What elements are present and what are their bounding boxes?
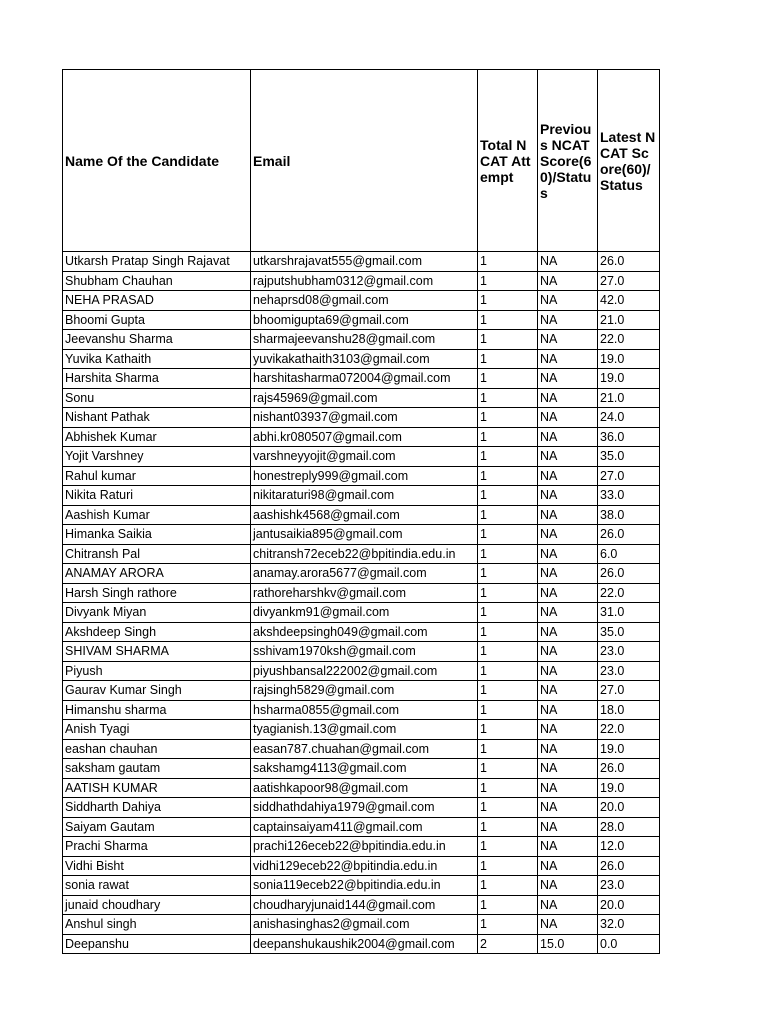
cell-email: bhoomigupta69@gmail.com — [251, 310, 478, 330]
cell-previous-score: NA — [538, 252, 598, 272]
cell-previous-score: NA — [538, 466, 598, 486]
cell-previous-score: NA — [538, 700, 598, 720]
cell-previous-score: NA — [538, 369, 598, 389]
cell-email: abhi.kr080507@gmail.com — [251, 427, 478, 447]
cell-latest-score: 26.0 — [598, 759, 660, 779]
cell-previous-score: NA — [538, 388, 598, 408]
cell-candidate-name: Yuvika Kathaith — [63, 349, 251, 369]
cell-latest-score: 6.0 — [598, 544, 660, 564]
cell-total-attempts: 1 — [478, 661, 538, 681]
cell-previous-score: NA — [538, 895, 598, 915]
cell-latest-score: 12.0 — [598, 837, 660, 857]
cell-latest-score: 26.0 — [598, 525, 660, 545]
cell-total-attempts: 1 — [478, 720, 538, 740]
cell-latest-score: 26.0 — [598, 856, 660, 876]
cell-previous-score: NA — [538, 642, 598, 662]
cell-previous-score: NA — [538, 427, 598, 447]
cell-email: akshdeepsingh049@gmail.com — [251, 622, 478, 642]
cell-email: piyushbansal222002@gmail.com — [251, 661, 478, 681]
table-row — [63, 720, 660, 740]
cell-candidate-name: ANAMAY ARORA — [63, 564, 251, 584]
cell-previous-score: NA — [538, 778, 598, 798]
cell-latest-score: 21.0 — [598, 310, 660, 330]
cell-candidate-name: Yojit Varshney — [63, 447, 251, 467]
cell-email: deepanshukaushik2004@gmail.com — [251, 934, 478, 954]
cell-previous-score: 15.0 — [538, 934, 598, 954]
cell-email: sakshamg4113@gmail.com — [251, 759, 478, 779]
cell-candidate-name: Himanka Saikia — [63, 525, 251, 545]
cell-latest-score: 23.0 — [598, 642, 660, 662]
cell-email: chitransh72eceb22@bpitindia.edu.in — [251, 544, 478, 564]
cell-latest-score: 26.0 — [598, 252, 660, 272]
cell-latest-score: 28.0 — [598, 817, 660, 837]
cell-email: nishant03937@gmail.com — [251, 408, 478, 428]
cell-candidate-name: NEHA PRASAD — [63, 291, 251, 311]
cell-candidate-name: Divyank Miyan — [63, 603, 251, 623]
cell-email: aashishk4568@gmail.com — [251, 505, 478, 525]
cell-candidate-name: eashan chauhan — [63, 739, 251, 759]
cell-latest-score: 22.0 — [598, 583, 660, 603]
cell-candidate-name: Siddharth Dahiya — [63, 798, 251, 818]
cell-candidate-name: Akshdeep Singh — [63, 622, 251, 642]
table-row — [63, 915, 660, 935]
cell-previous-score: NA — [538, 564, 598, 584]
cell-total-attempts: 1 — [478, 895, 538, 915]
cell-candidate-name: Deepanshu — [63, 934, 251, 954]
cell-previous-score: NA — [538, 876, 598, 896]
cell-previous-score: NA — [538, 271, 598, 291]
cell-candidate-name: Vidhi Bisht — [63, 856, 251, 876]
cell-total-attempts: 1 — [478, 876, 538, 896]
header-row — [63, 70, 660, 252]
cell-candidate-name: Sonu — [63, 388, 251, 408]
cell-previous-score: NA — [538, 661, 598, 681]
cell-latest-score: 35.0 — [598, 622, 660, 642]
cell-total-attempts: 1 — [478, 310, 538, 330]
table-row — [63, 798, 660, 818]
cell-total-attempts: 1 — [478, 583, 538, 603]
table-row — [63, 291, 660, 311]
cell-previous-score: NA — [538, 525, 598, 545]
cell-total-attempts: 1 — [478, 408, 538, 428]
cell-email: yuvikakathaith3103@gmail.com — [251, 349, 478, 369]
header-previous-score: Previous NCAT Score(60)/Status — [538, 70, 598, 252]
table-row — [63, 486, 660, 506]
cell-email: aatishkapoor98@gmail.com — [251, 778, 478, 798]
cell-total-attempts: 1 — [478, 817, 538, 837]
cell-latest-score: 32.0 — [598, 915, 660, 935]
cell-candidate-name: SHIVAM SHARMA — [63, 642, 251, 662]
cell-total-attempts: 1 — [478, 837, 538, 857]
cell-latest-score: 38.0 — [598, 505, 660, 525]
table-row — [63, 622, 660, 642]
table-row — [63, 544, 660, 564]
cell-email: hsharma0855@gmail.com — [251, 700, 478, 720]
cell-latest-score: 22.0 — [598, 330, 660, 350]
table-row — [63, 837, 660, 857]
cell-latest-score: 19.0 — [598, 778, 660, 798]
cell-latest-score: 20.0 — [598, 798, 660, 818]
cell-total-attempts: 2 — [478, 934, 538, 954]
table-row — [63, 271, 660, 291]
cell-total-attempts: 1 — [478, 642, 538, 662]
cell-latest-score: 31.0 — [598, 603, 660, 623]
table-row — [63, 447, 660, 467]
cell-latest-score: 19.0 — [598, 369, 660, 389]
table-row — [63, 310, 660, 330]
table-header — [63, 70, 660, 252]
cell-candidate-name: Jeevanshu Sharma — [63, 330, 251, 350]
cell-email: rajsingh5829@gmail.com — [251, 681, 478, 701]
table-row — [63, 330, 660, 350]
cell-latest-score: 36.0 — [598, 427, 660, 447]
cell-candidate-name: Harsh Singh rathore — [63, 583, 251, 603]
cell-total-attempts: 1 — [478, 681, 538, 701]
table-row — [63, 603, 660, 623]
table-row — [63, 388, 660, 408]
table-row — [63, 408, 660, 428]
cell-candidate-name: Anish Tyagi — [63, 720, 251, 740]
cell-candidate-name: Shubham Chauhan — [63, 271, 251, 291]
cell-latest-score: 23.0 — [598, 661, 660, 681]
cell-previous-score: NA — [538, 681, 598, 701]
cell-total-attempts: 1 — [478, 505, 538, 525]
cell-previous-score: NA — [538, 837, 598, 857]
cell-previous-score: NA — [538, 603, 598, 623]
cell-email: choudharyjunaid144@gmail.com — [251, 895, 478, 915]
cell-candidate-name: AATISH KUMAR — [63, 778, 251, 798]
cell-email: varshneyyojit@gmail.com — [251, 447, 478, 467]
cell-email: easan787.chuahan@gmail.com — [251, 739, 478, 759]
cell-total-attempts: 1 — [478, 330, 538, 350]
cell-candidate-name: Rahul kumar — [63, 466, 251, 486]
cell-total-attempts: 1 — [478, 525, 538, 545]
cell-candidate-name: Nikita Raturi — [63, 486, 251, 506]
table-row — [63, 661, 660, 681]
cell-email: honestreply999@gmail.com — [251, 466, 478, 486]
cell-email: rathoreharshkv@gmail.com — [251, 583, 478, 603]
table-row — [63, 642, 660, 662]
cell-total-attempts: 1 — [478, 856, 538, 876]
cell-email: nehaprsd08@gmail.com — [251, 291, 478, 311]
cell-candidate-name: Himanshu sharma — [63, 700, 251, 720]
table-body — [63, 252, 660, 954]
cell-candidate-name: sonia rawat — [63, 876, 251, 896]
cell-previous-score: NA — [538, 486, 598, 506]
cell-email: prachi126eceb22@bpitindia.edu.in — [251, 837, 478, 857]
cell-previous-score: NA — [538, 447, 598, 467]
cell-previous-score: NA — [538, 544, 598, 564]
cell-total-attempts: 1 — [478, 544, 538, 564]
cell-previous-score: NA — [538, 583, 598, 603]
cell-previous-score: NA — [538, 622, 598, 642]
cell-latest-score: 26.0 — [598, 564, 660, 584]
cell-previous-score: NA — [538, 349, 598, 369]
cell-email: sshivam1970ksh@gmail.com — [251, 642, 478, 662]
cell-previous-score: NA — [538, 856, 598, 876]
cell-total-attempts: 1 — [478, 427, 538, 447]
cell-email: tyagianish.13@gmail.com — [251, 720, 478, 740]
cell-email: sharmajeevanshu28@gmail.com — [251, 330, 478, 350]
cell-previous-score: NA — [538, 408, 598, 428]
candidate-score-table — [62, 69, 660, 954]
cell-total-attempts: 1 — [478, 798, 538, 818]
cell-total-attempts: 1 — [478, 252, 538, 272]
cell-email: vidhi129eceb22@bpitindia.edu.in — [251, 856, 478, 876]
cell-latest-score: 0.0 — [598, 934, 660, 954]
cell-email: divyankm91@gmail.com — [251, 603, 478, 623]
cell-latest-score: 23.0 — [598, 876, 660, 896]
cell-previous-score: NA — [538, 759, 598, 779]
cell-total-attempts: 1 — [478, 466, 538, 486]
cell-candidate-name: Gaurav Kumar Singh — [63, 681, 251, 701]
cell-total-attempts: 1 — [478, 603, 538, 623]
table-row — [63, 895, 660, 915]
cell-previous-score: NA — [538, 739, 598, 759]
table-row — [63, 349, 660, 369]
cell-total-attempts: 1 — [478, 700, 538, 720]
cell-email: rajputshubham0312@gmail.com — [251, 271, 478, 291]
cell-total-attempts: 1 — [478, 739, 538, 759]
cell-latest-score: 18.0 — [598, 700, 660, 720]
cell-latest-score: 19.0 — [598, 739, 660, 759]
cell-email: anishasinghas2@gmail.com — [251, 915, 478, 935]
cell-latest-score: 27.0 — [598, 271, 660, 291]
table-row — [63, 681, 660, 701]
cell-candidate-name: Anshul singh — [63, 915, 251, 935]
table-row — [63, 369, 660, 389]
cell-email: utkarshrajavat555@gmail.com — [251, 252, 478, 272]
header-name: Name Of the Candidate — [63, 70, 251, 252]
table-row — [63, 583, 660, 603]
cell-candidate-name: Bhoomi Gupta — [63, 310, 251, 330]
cell-total-attempts: 1 — [478, 915, 538, 935]
table-row — [63, 934, 660, 954]
cell-candidate-name: junaid choudhary — [63, 895, 251, 915]
header-latest-score: Latest NCAT Score(60)/Status — [598, 70, 660, 252]
table-row — [63, 759, 660, 779]
cell-previous-score: NA — [538, 330, 598, 350]
cell-total-attempts: 1 — [478, 778, 538, 798]
cell-email: harshitasharma072004@gmail.com — [251, 369, 478, 389]
header-email: Email — [251, 70, 478, 252]
cell-latest-score: 35.0 — [598, 447, 660, 467]
cell-latest-score: 24.0 — [598, 408, 660, 428]
cell-candidate-name: Chitransh Pal — [63, 544, 251, 564]
cell-email: rajs45969@gmail.com — [251, 388, 478, 408]
cell-email: sonia119eceb22@bpitindia.edu.in — [251, 876, 478, 896]
cell-previous-score: NA — [538, 310, 598, 330]
cell-latest-score: 21.0 — [598, 388, 660, 408]
cell-latest-score: 33.0 — [598, 486, 660, 506]
table-row — [63, 778, 660, 798]
cell-candidate-name: Harshita Sharma — [63, 369, 251, 389]
cell-email: anamay.arora5677@gmail.com — [251, 564, 478, 584]
table-row — [63, 564, 660, 584]
cell-candidate-name: Piyush — [63, 661, 251, 681]
cell-latest-score: 27.0 — [598, 466, 660, 486]
cell-latest-score: 27.0 — [598, 681, 660, 701]
cell-latest-score: 42.0 — [598, 291, 660, 311]
cell-previous-score: NA — [538, 915, 598, 935]
cell-candidate-name: Utkarsh Pratap Singh Rajavat — [63, 252, 251, 272]
cell-total-attempts: 1 — [478, 388, 538, 408]
cell-email: nikitaraturi98@gmail.com — [251, 486, 478, 506]
table-row — [63, 817, 660, 837]
table-row — [63, 525, 660, 545]
cell-total-attempts: 1 — [478, 564, 538, 584]
cell-candidate-name: Aashish Kumar — [63, 505, 251, 525]
cell-total-attempts: 1 — [478, 759, 538, 779]
cell-previous-score: NA — [538, 291, 598, 311]
cell-total-attempts: 1 — [478, 447, 538, 467]
cell-total-attempts: 1 — [478, 486, 538, 506]
cell-latest-score: 22.0 — [598, 720, 660, 740]
header-total-attempts: Total NCAT Attempt — [478, 70, 538, 252]
cell-previous-score: NA — [538, 798, 598, 818]
cell-candidate-name: Abhishek Kumar — [63, 427, 251, 447]
cell-email: captainsaiyam411@gmail.com — [251, 817, 478, 837]
cell-previous-score: NA — [538, 505, 598, 525]
cell-total-attempts: 1 — [478, 271, 538, 291]
cell-total-attempts: 1 — [478, 291, 538, 311]
cell-candidate-name: Prachi Sharma — [63, 837, 251, 857]
cell-candidate-name: Saiyam Gautam — [63, 817, 251, 837]
table-row — [63, 505, 660, 525]
cell-email: jantusaikia895@gmail.com — [251, 525, 478, 545]
cell-email: siddhathdahiya1979@gmail.com — [251, 798, 478, 818]
table-row — [63, 427, 660, 447]
table-row — [63, 466, 660, 486]
cell-latest-score: 19.0 — [598, 349, 660, 369]
table-row — [63, 856, 660, 876]
cell-previous-score: NA — [538, 817, 598, 837]
cell-previous-score: NA — [538, 720, 598, 740]
cell-total-attempts: 1 — [478, 349, 538, 369]
table-row — [63, 739, 660, 759]
table-row — [63, 700, 660, 720]
cell-candidate-name: saksham gautam — [63, 759, 251, 779]
cell-candidate-name: Nishant Pathak — [63, 408, 251, 428]
table-row — [63, 876, 660, 896]
cell-latest-score: 20.0 — [598, 895, 660, 915]
cell-total-attempts: 1 — [478, 369, 538, 389]
table-row — [63, 252, 660, 272]
cell-total-attempts: 1 — [478, 622, 538, 642]
